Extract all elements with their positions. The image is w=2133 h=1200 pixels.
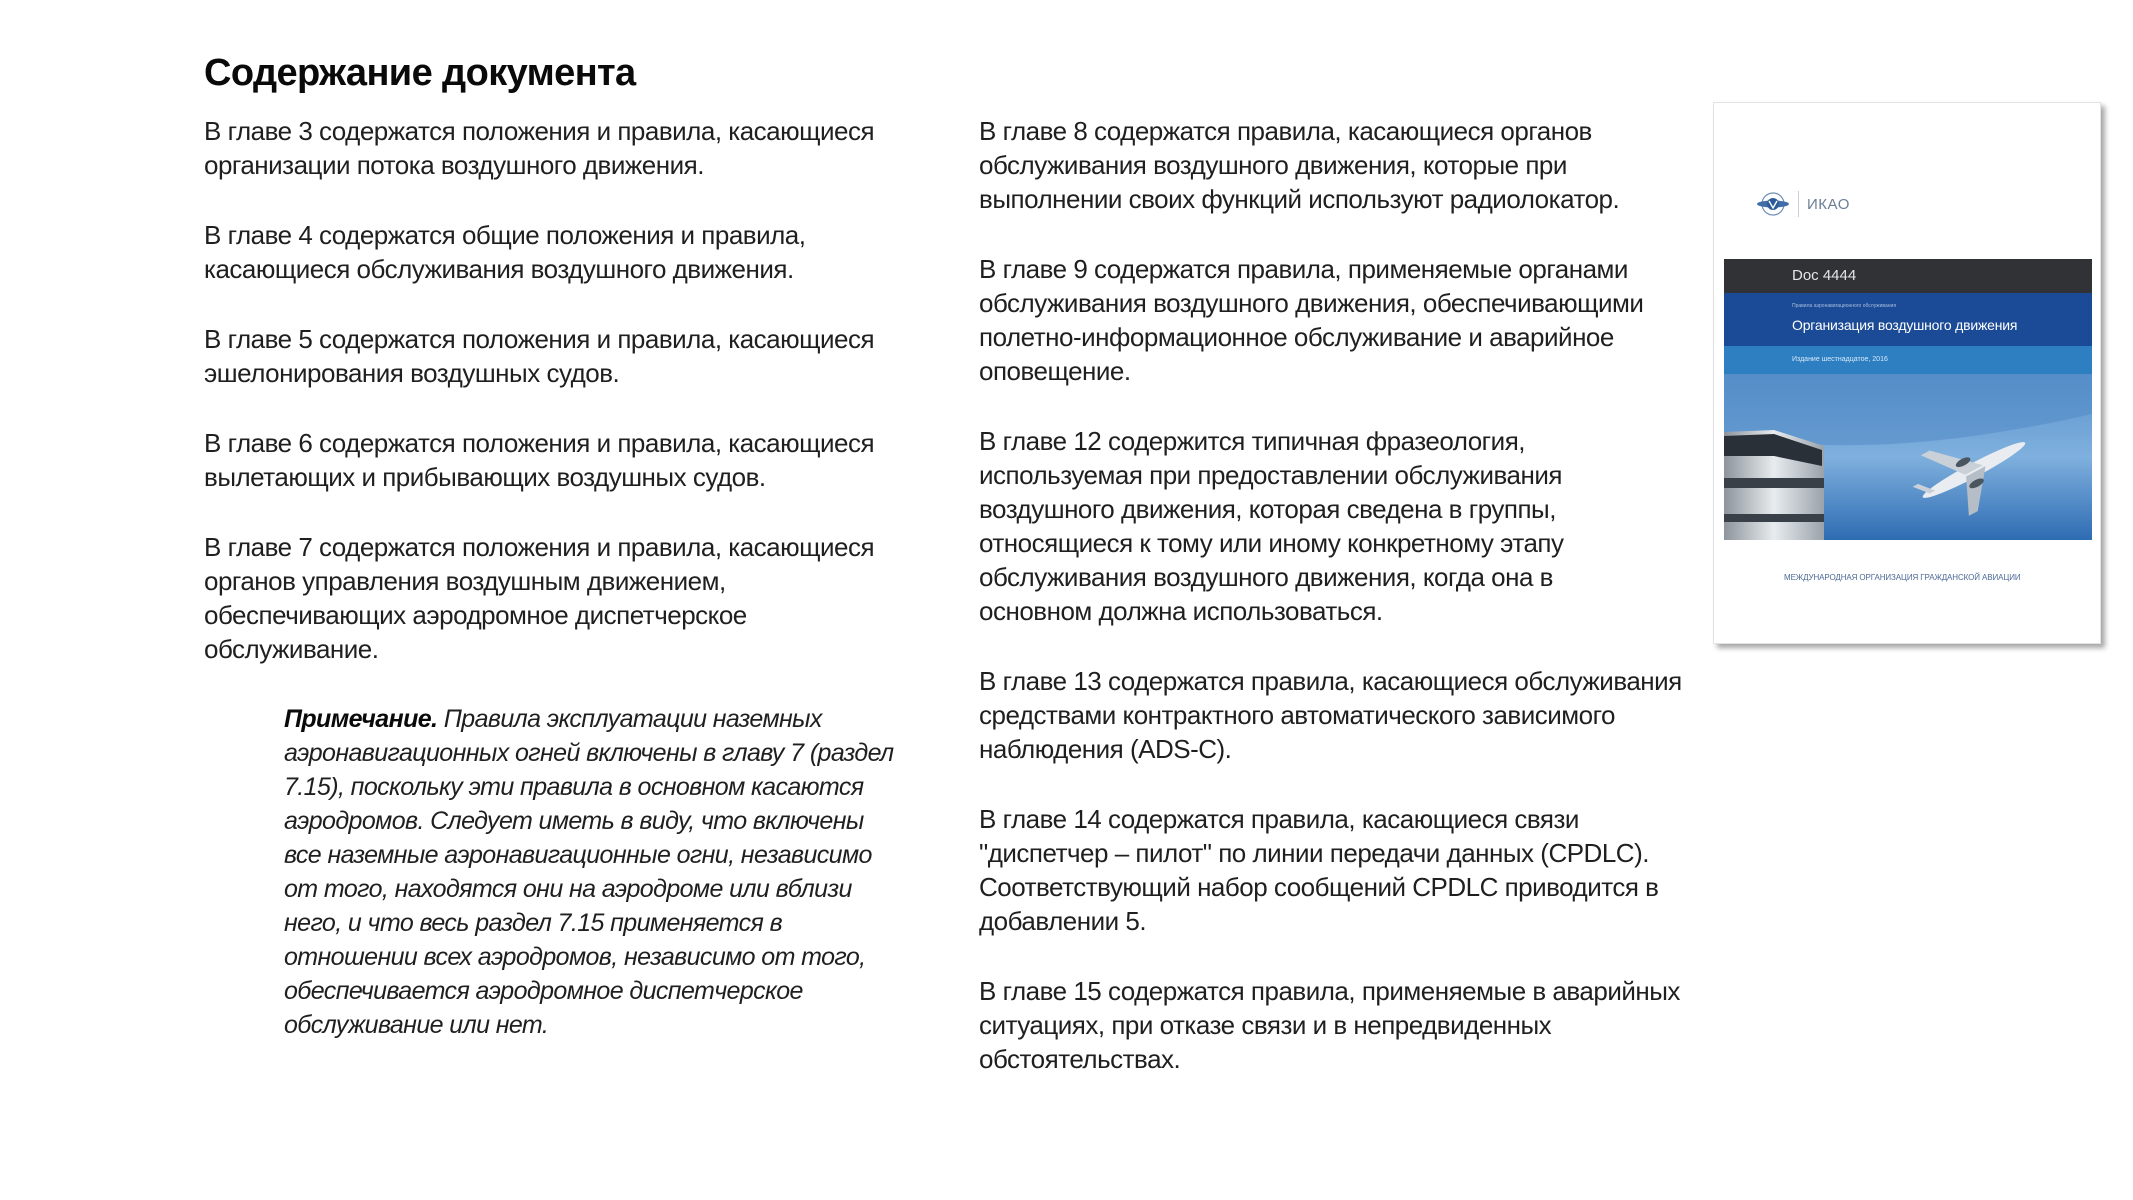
text-line: В главе 15 содержатся правила, применяемые в аварийных [979,976,1680,1006]
text-line: органов управления воздушным движением, [204,566,726,596]
note-line: обслуживание или нет. [284,1011,549,1039]
text-line: В главе 14 содержатся правила, касающиеся связи [979,804,1579,834]
note-text: Правила эксплуатации наземных [437,705,822,733]
text-line: обслуживания воздушного движения, которые при [979,150,1567,180]
text-line: ситуациях, при отказе связи и в непредвиденных [979,1010,1552,1040]
doc-number: Doc 4444 [1724,259,2092,293]
text-line: обстоятельствах. [979,1044,1181,1074]
text-line: касающиеся обслуживания воздушного движения. [204,254,794,284]
text-line: В главе 9 содержатся правила, применяемые органами [979,254,1628,284]
chapter-15-paragraph [979,974,1709,1076]
cover-edition: Издание шестнадцатое, 2016 [1724,346,2092,374]
text-line: обслуживания воздушного движения, обеспечивающими [979,288,1644,318]
note-line: обеспечивается аэродромное диспетчерское [284,977,803,1005]
cover-logo [1756,189,1850,219]
text-line: В главе 8 содержатся правила, касающиеся органов [979,116,1592,146]
text-line: обеспечивающих аэродромное диспетчерское [204,600,747,630]
text-line: оповещение. [979,356,1131,386]
logo-text: ИКАО [1807,195,1850,213]
text-line: средствами контрактного автоматического зависимого [979,700,1615,730]
left-column [204,114,924,1042]
cover-doc-title: Организация воздушного движения [1792,317,2018,333]
text-line: В главе 12 содержится типичная фразеология, [979,426,1525,456]
text-line: В главе 13 содержатся правила, касающиеся обслуживания [979,666,1682,696]
chapter-7-paragraph [204,530,924,666]
logo-separator [1798,191,1799,217]
text-line: используемая при предоставлении обслуживания [979,460,1562,490]
text-line: полетно-информационное обслуживание и аварийное [979,322,1614,352]
chapter-14-paragraph [979,802,1709,938]
cover-series: Правила аэронавигационного обслуживания [1792,303,1897,309]
note-line: отношении всех аэродромов, независимо от того, [284,943,866,971]
tower-and-airplane-illustration [1724,374,2092,540]
text-line: В главе 4 содержатся общие положения и правила, [204,220,806,250]
note-line: от того, находятся они на аэродроме или вблизи [284,875,852,903]
text-line: воздушного движения, которая сведена в группы, [979,494,1556,524]
text-line: В главе 7 содержатся положения и правила, касающиеся [204,532,875,562]
chapter-12-paragraph [979,424,1709,628]
chapter-4-paragraph [204,218,924,286]
text-line: наблюдения (ADS-C). [979,734,1232,764]
text-line: относящиеся к тому или иному конкретному этапу [979,528,1564,558]
text-line: "диспетчер – пилот" по линии передачи данных (CPDLC). [979,838,1649,868]
text-line: обслуживание. [204,634,379,664]
note-line: него, и что весь раздел 7.15 применяется в [284,909,783,937]
note-line: аэродромов. Следует иметь в виду, что включены [284,807,864,835]
text-line: В главе 6 содержатся положения и правила, касающиеся [204,428,875,458]
text-line: основном должна использоваться. [979,596,1383,626]
page-title: Содержание документа [204,52,636,94]
cover-organization: МЕЖДУНАРОДНАЯ ОРГАНИЗАЦИЯ ГРАЖДАНСКОЙ АВИАЦИИ [1784,573,2021,582]
text-line: организации потока воздушного движения. [204,150,704,180]
text-line: выполнении своих функций используют радиолокатор. [979,184,1620,214]
text-line: эшелонирования воздушных судов. [204,358,620,388]
text-line: В главе 3 содержатся положения и правила, касающиеся [204,116,875,146]
note-line: все наземные аэронавигационные огни, независимо [284,841,872,869]
cover-panel [1724,259,2092,540]
text-line: Соответствующий набор сообщений CPDLC приводится в [979,872,1659,902]
chapter-9-paragraph [979,252,1709,388]
text-line: обслуживания воздушного движения, когда она в [979,562,1553,592]
note-block [284,702,924,1042]
text-line: добавлении 5. [979,906,1147,936]
cover-title-band [1724,293,2092,346]
note-line: аэронавигационных огней включены в главу 7 (раздел [284,739,894,767]
cover-photo [1724,374,2092,540]
text-line: В главе 5 содержатся положения и правила, касающиеся [204,324,875,354]
document-cover-image [1713,102,2101,644]
chapter-3-paragraph [204,114,924,182]
chapter-8-paragraph [979,114,1709,216]
note-first-line [284,702,924,736]
chapter-13-paragraph [979,664,1709,766]
note-line: 7.15), поскольку эти правила в основном касаются [284,773,864,801]
control-tower [1724,430,1824,540]
chapter-5-paragraph [204,322,924,390]
note-label: Примечание. [284,705,438,733]
text-line: вылетающих и прибывающих воздушных судов. [204,462,766,492]
right-column [979,114,1709,1112]
chapter-6-paragraph [204,426,924,494]
icao-emblem-icon [1756,189,1790,219]
